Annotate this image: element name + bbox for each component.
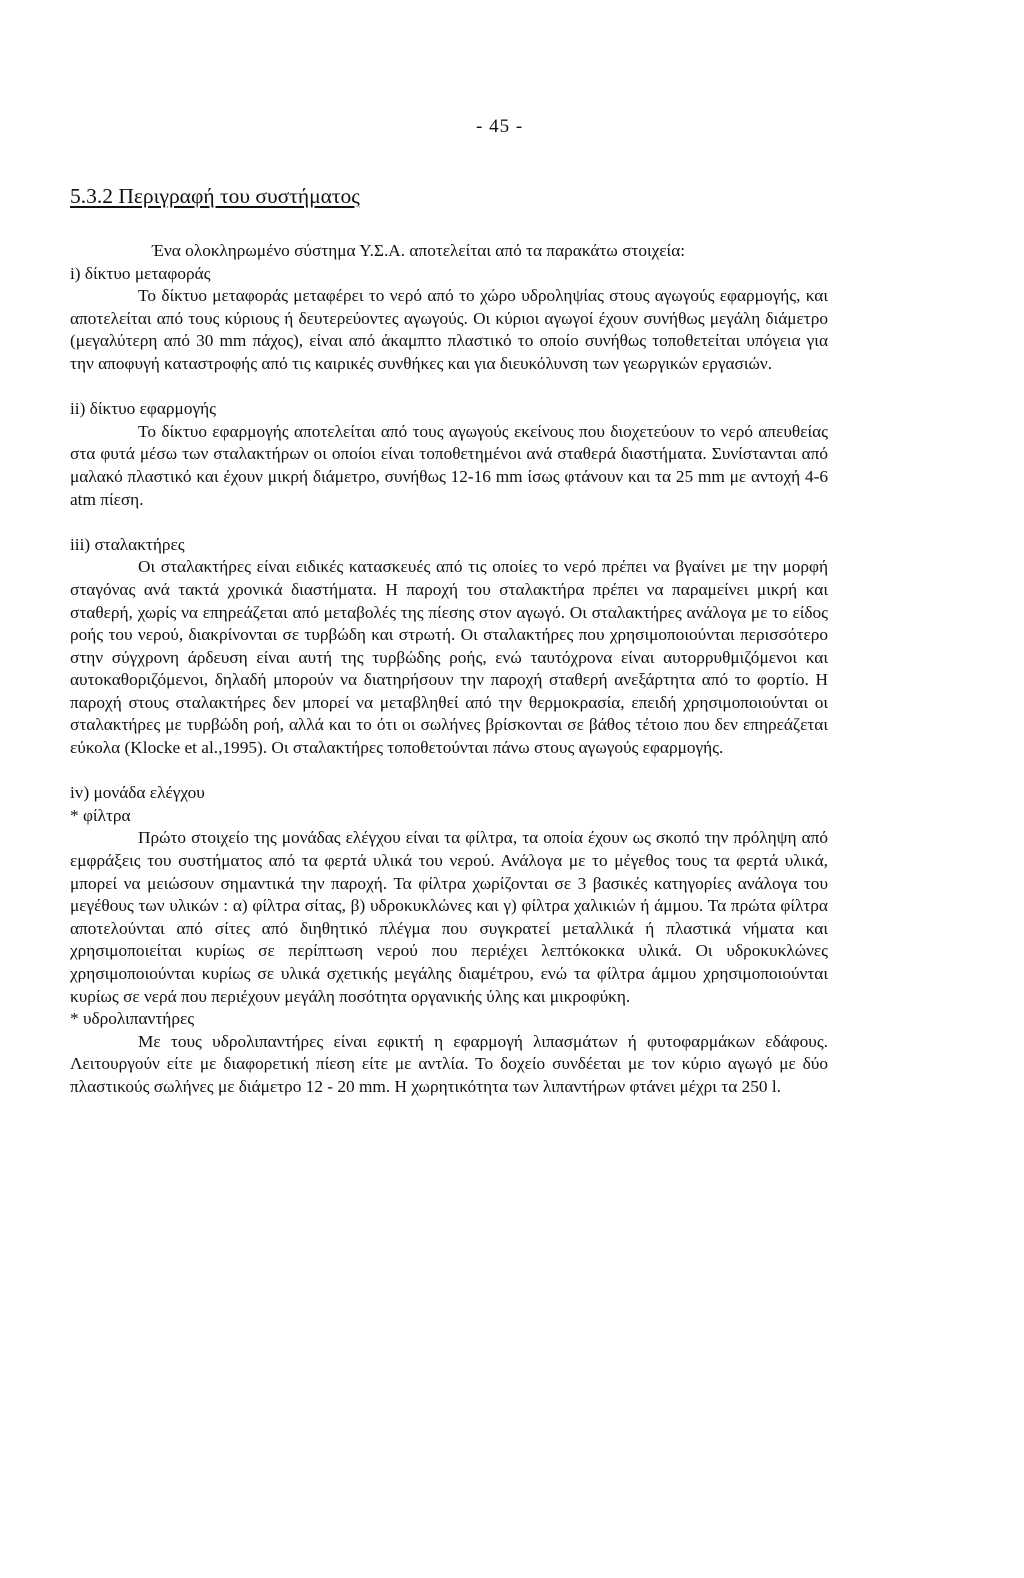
subitem-text-fertilizer-injectors: Με τους υδρολιπαντήρες είναι εφικτή η εφαρμογή λιπασμάτων ή φυτοφαρμάκων εδάφους. Λειτουργούν είτε με διαφορετική πίεση είτε με αντλία. Το δοχείο συνδέεται με τον κύριο αγωγό με δύο πλαστικούς σωλήνες με διάμετρο 12 - 20 mm. Η χωρητικότητα των λιπαντήρων φτάνει μέχρι τα 250 l.	[70, 1031, 828, 1096]
item-title-application-network: ii) δίκτυο εφαρμογής	[70, 399, 216, 419]
item-title-transport-network: i) δίκτυο μεταφοράς	[70, 263, 211, 283]
section-heading: 5.3.2 Περιγραφή του συστήματος	[70, 184, 360, 208]
paragraph-gap	[70, 376, 828, 399]
subitem-title-filters: * φίλτρα	[70, 805, 131, 825]
paragraph-gap	[70, 511, 828, 534]
item-text-drippers: Οι σταλακτήρες είναι ειδικές κατασκευές από τις οποίες το νερό πρέπει να βγαίνει με την μορφή σταγόνας ανά τακτά χρονικά διαστήματα. Η παροχή του σταλακτήρα πρέπει να παραμείνει μικρή και σταθερή, χωρίς να επηρεάζεται από μεταβολές της πίεσης στον αγωγό. Οι σταλακτήρες ανάλογα με το είδος ροής του νερού, διακρίνονται σε τυρβώδη και στρωτή. Οι σταλακτήρες που χρησιμοποιούνται περισσότερο στην σύγχρονη άρδευση είναι αυτή της τυρβώδης ροής, ενώ ταυτόχρονα είναι αυτορρυθμιζόμενοι και αυτοκαθοριζόμενοι, δηλαδή μπορούν να διατηρήσουν την παροχή σταθερή ανεξάρτητα από το φορτίο. Η παροχή στους σταλακτήρες δεν μπορεί να μεταβληθεί από την θερμοκρασία, επειδή χρησιμοποιούνται οι σταλακτήρες με τυρβώδη ροή, αλλά και το ότι οι σωλήνες βρίσκονται σε βάθος τέτοιο που δεν επηρεάζεται εύκολα (Klocke et al.,1995). Οι σταλακτήρες τοποθετούνται πάνω στους αγωγούς εφαρμογής.	[70, 557, 828, 758]
item-text-transport-network: Το δίκτυο μεταφοράς μεταφέρει το νερό από το χώρο υδροληψίας στους αγωγούς εφαρμογής, και αποτελείται από τους κύριους ή δευτερεύοντες αγωγούς. Οι κύριοι αγωγοί έχουν συνήθως μεγάλη διάμετρο (μεγαλύτερη από 30 mm πάχος), είναι από άκαμπτο πλαστικό το οποίο συνήθως τοποθετείται υπόγεια για την αποφυγή καταστροφής από τις καιρικές συνθήκες και για διευκόλυνση των γεωργικών εργασιών.	[70, 286, 828, 373]
subitem-title-fertilizer-injectors: * υδρολιπαντήρες	[70, 1009, 195, 1029]
page-number: - 45 -	[476, 116, 524, 137]
item-text-application-network: Το δίκτυο εφαρμογής αποτελείται από τους αγωγούς εκείνους που διοχετεύουν το νερό απευθείας στα φυτά μέσω των σταλακτήρων οι οποίοι είναι τοποθετημένοι ανά σταθερά διαστήματα. Συνίστανται από μαλακό πλαστικό και έχουν μικρή διάμετρο, συνήθως 12-16 mm ίσως φτάνουν και τα 25 mm με αντοχή 4-6 atm πίεση.	[70, 421, 828, 509]
paragraph-gap	[70, 760, 828, 783]
intro-paragraph: Ένα ολοκληρωμένο σύστημα Υ.Σ.Α. αποτελείται από τα παρακάτω στοιχεία:	[152, 241, 686, 260]
item-title-control-unit: iv) μονάδα ελέγχου	[70, 783, 205, 803]
document-body	[70, 240, 828, 1099]
item-title-drippers: iii) σταλακτήρες	[70, 534, 185, 554]
subitem-text-filters: Πρώτο στοιχείο της μονάδας ελέγχου είναι τα φίλτρα, τα οποία έχουν ως σκοπό την πρόληψη από εμφράξεις του συστήματος από τα φερτά υλικά του νερού. Ανάλογα με το μέγεθος τους τα φερτά υλικά, μπορεί να μειώσουν σημαντικά την παροχή. Τα φίλτρα χωρίζονται σε 3 βασικές κατηγορίες ανάλογα του μεγέθους των υλικών : α) φίλτρα σίτας, β) υδροκυκλώνες και γ) φίλτρα χαλικιών ή άμμου. Τα πρώτα φίλτρα αποτελούνται από σίτες από διηθητικό πλέγμα που συγκρατεί μεταλλικά ή πλαστικά νήματα και χρησιμοποιείται κυρίως σε περίπτωση νερού που περιέχει λεπτόκοκκα υλικά. Οι υδροκυκλώνες χρησιμοποιούνται κυρίως σε υλικά σχετικής μεγάλης διαμέτρου, ενώ τα φίλτρα άμμου χρησιμοποιούνται κυρίως σε νερά που περιέχουν μεγάλη ποσότητα οργανικής ύλης και μικροφύκη.	[70, 828, 828, 1006]
